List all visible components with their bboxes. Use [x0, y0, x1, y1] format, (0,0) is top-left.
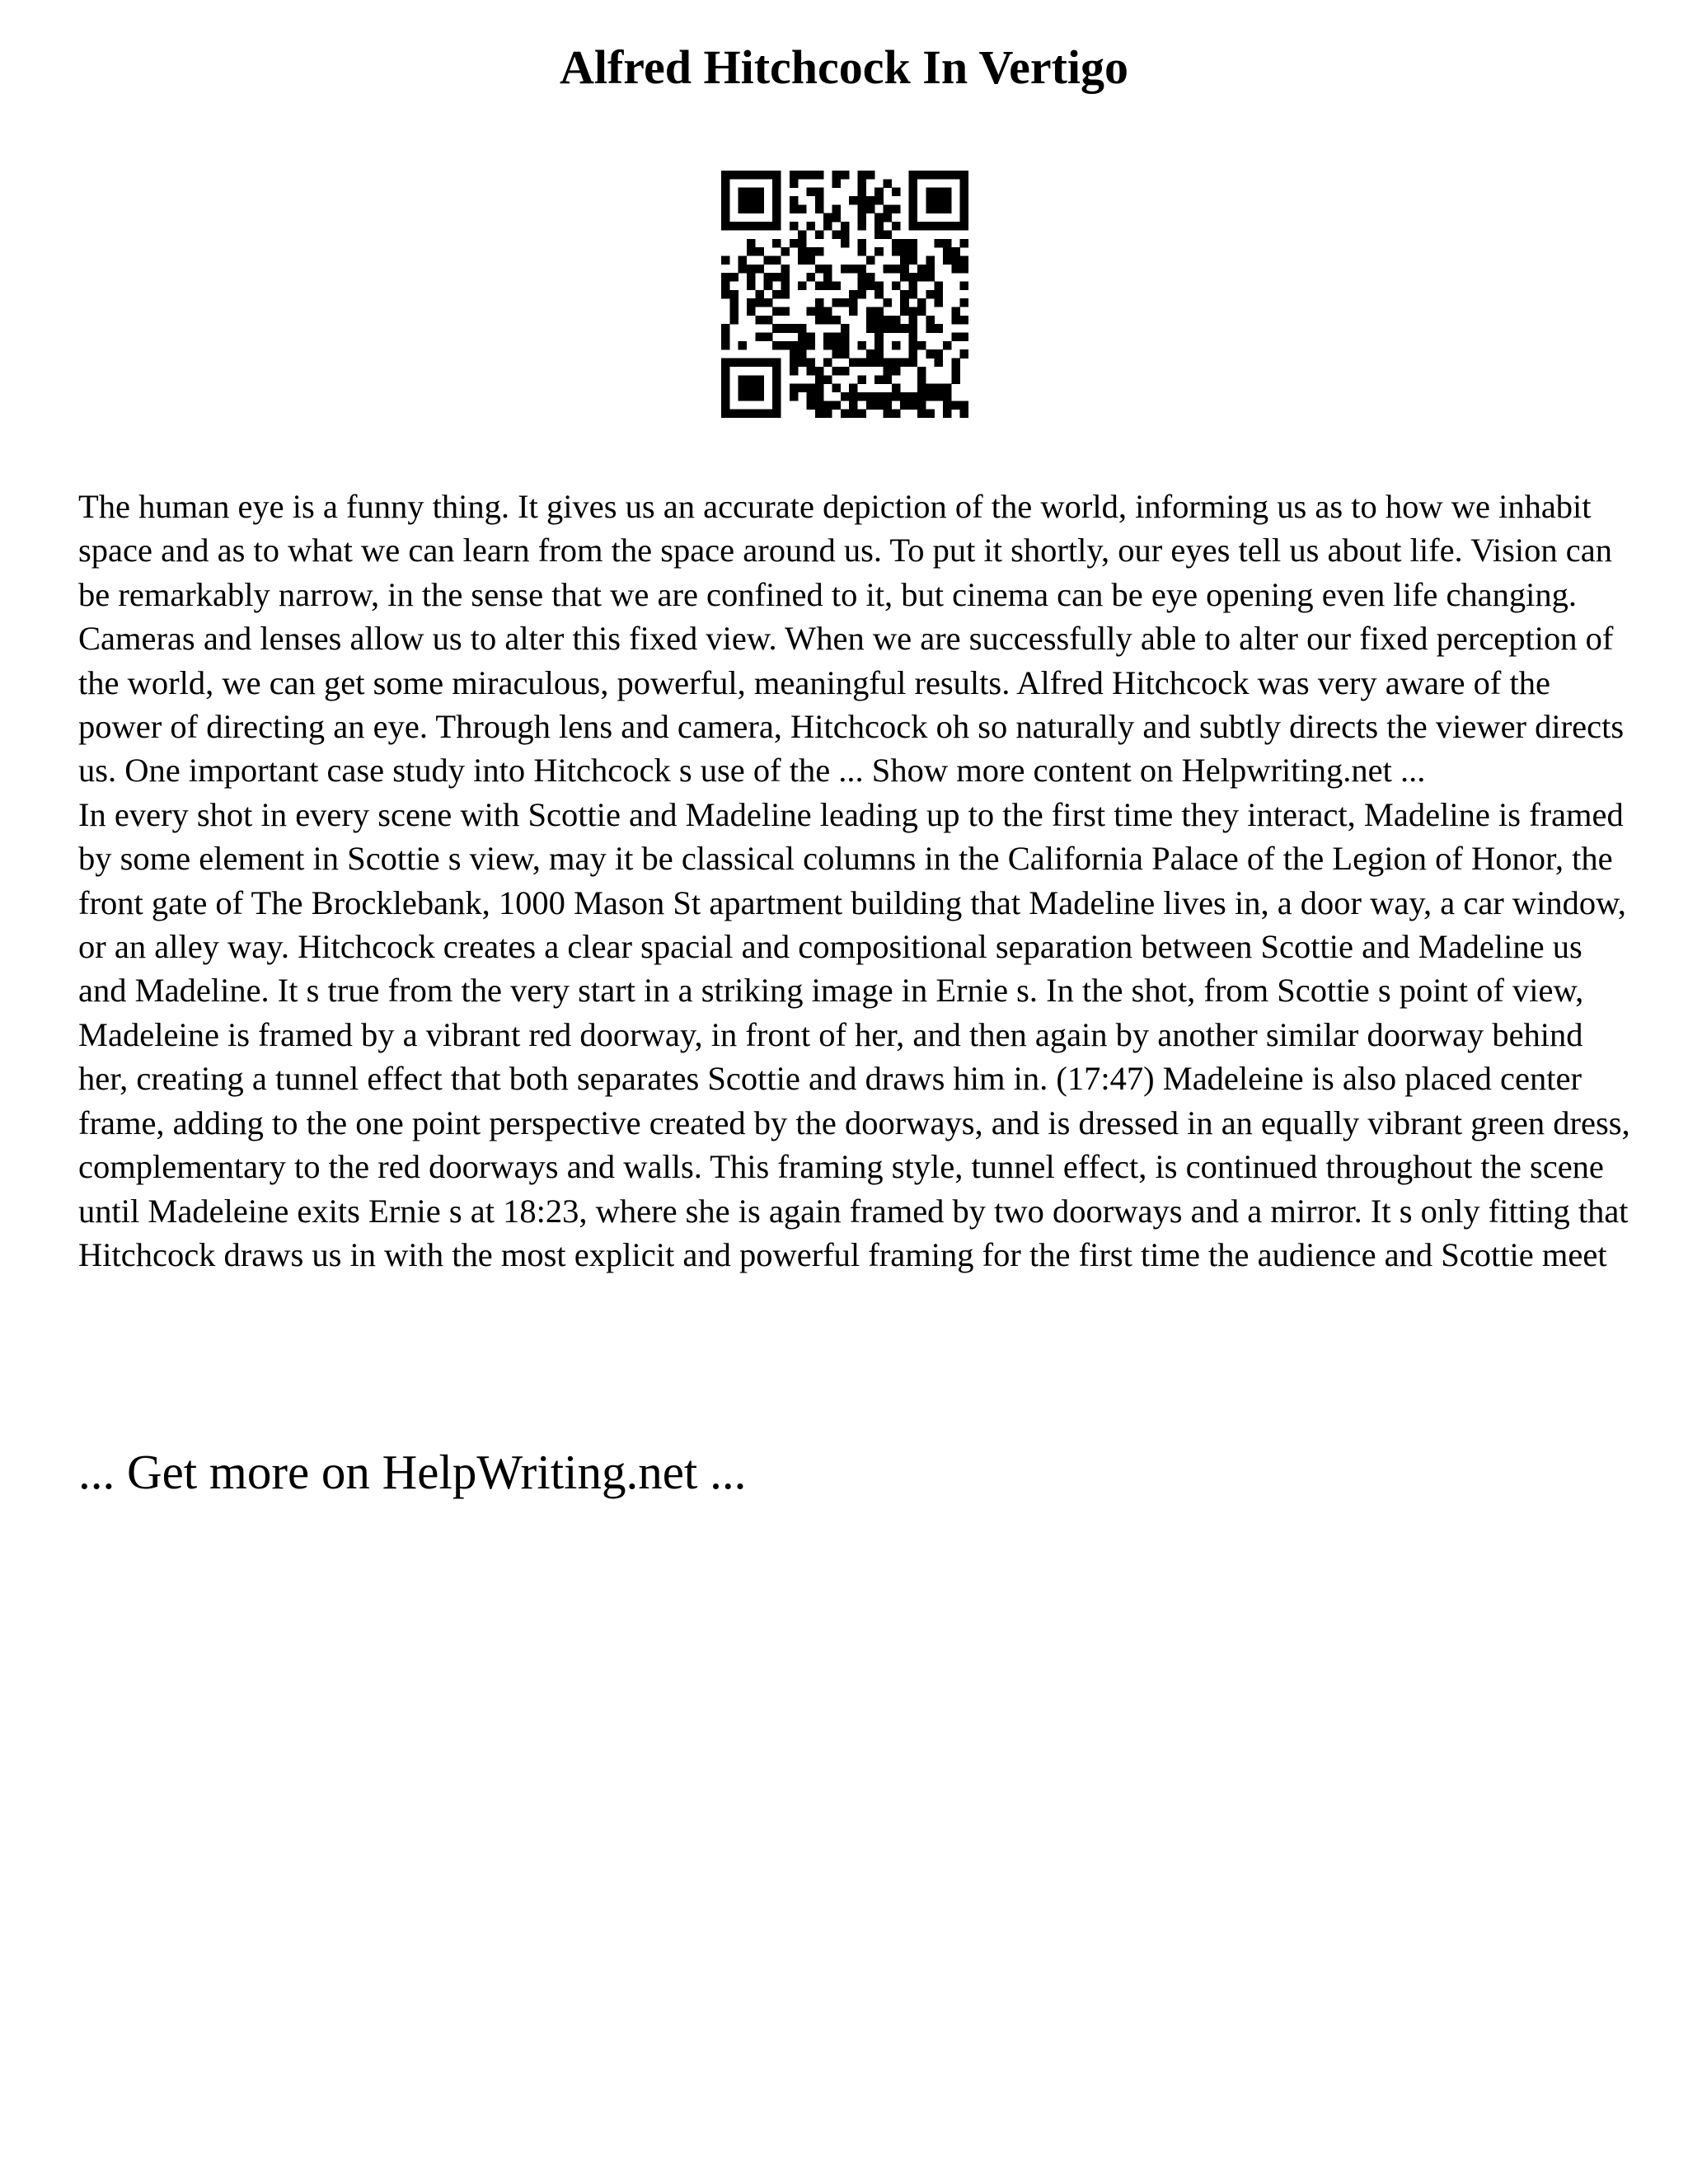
- qr-code-icon[interactable]: [721, 171, 968, 418]
- article-body: [78, 485, 1636, 1277]
- page-title: Alfred Hitchcock In Vertigo: [559, 40, 1129, 94]
- article-paragraph: The human eye is a funny thing. It gives us an accurate depiction of the world, informing us as to how we inhabit space and as to what we can learn from the space around us. To put it shortly, our eyes tell us about life. Vision can be remarkably narrow, in the sense that we are confined to it, but cinema can be eye opening even life changing. Cameras and lenses allow us to alter this fixed view. When we are successfully able to alter our fixed perception of the world, we can get some miraculous, powerful, meaningful results. Alfred Hitchcock was very aware of the power of directing an eye. Through lens and camera, Hitchcock oh so naturally and subtly directs the viewer directs us. One important case study into Hitchcock s use of the ... Show more content on Helpwriting.net ...: [78, 488, 1625, 790]
- get-more-link[interactable]: ... Get more on HelpWriting.net ...: [78, 1445, 747, 1499]
- article-paragraph: In every shot in every scene with Scottie and Madeline leading up to the first time they interact, Madeline is framed by some element in Scottie s view, may it be classical columns in the California Palace of the Legion of Honor, the front gate of The Brocklebank, 1000 Mason St apartment building that Madeline lives in, a door way, a car window, or an alley way. Hitchcock creates a clear spacial and compositional separation between Scottie and Madeline us and Madeline. It s true from the very start in a striking image in Ernie s. In the shot, from Scottie s point of view, Madeleine is framed by a vibrant red doorway, in front of her, and then again by another similar doorway behind her, creating a tunnel effect that both separates Scottie and draws him in. (17:47) Madeleine is also placed center frame, adding to the one point perspective created by the doorways, and is dressed in an equally vibrant green dress, complementary to the red doorways and walls. This framing style, tunnel effect, is continued throughout the scene until Madeleine exits Ernie s at 18:23, where she is again framed by two doorways and a mirror. It s only fitting that Hitchcock draws us in with the most explicit and powerful framing for the first time the audience and Scottie meet: [78, 795, 1630, 1273]
